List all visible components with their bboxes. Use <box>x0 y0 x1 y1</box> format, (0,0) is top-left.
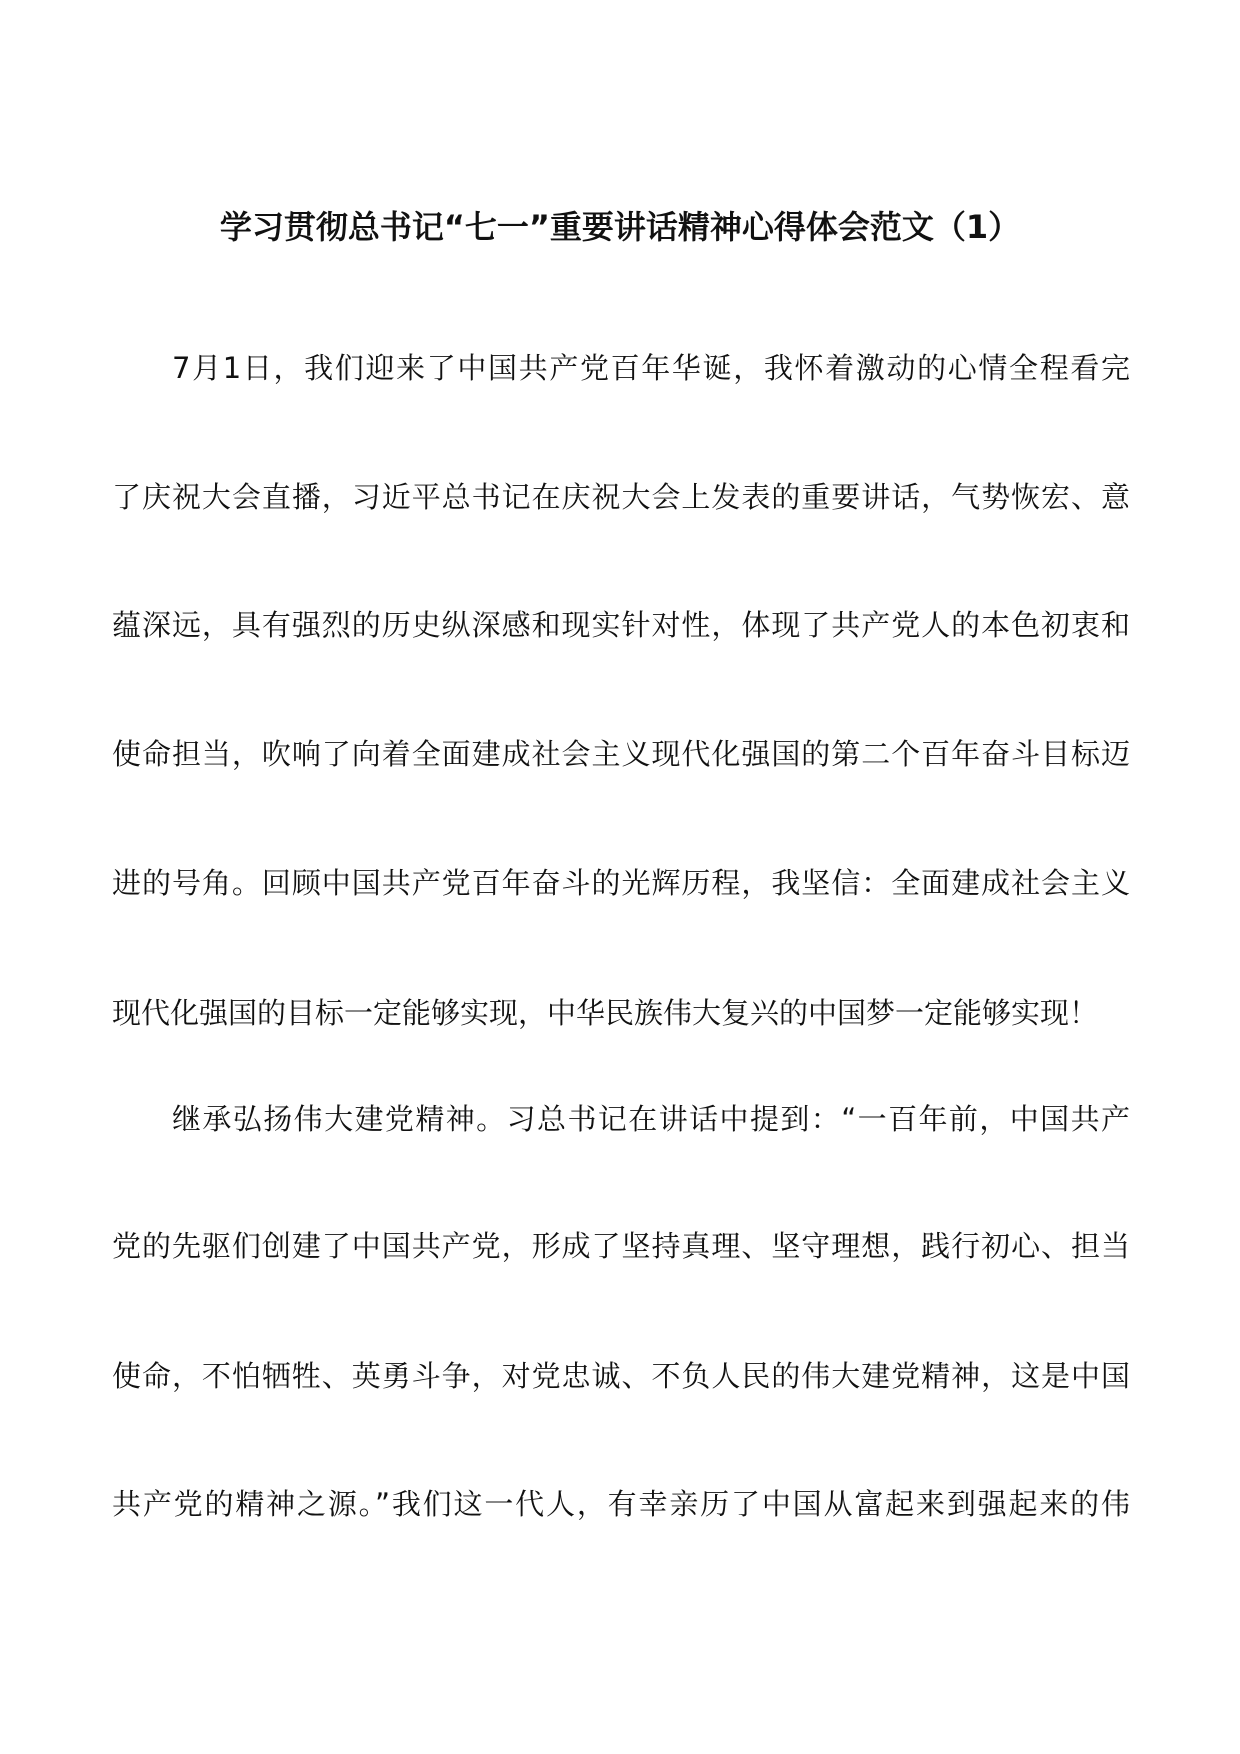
document-title: 学习贯彻总书记“七一”重要讲话精神心得体会范文（1） <box>219 208 1021 246</box>
paragraph-line: 了庆祝大会直播，习近平总书记在庆祝大会上发表的重要讲话，气势恢宏、意 <box>112 480 1130 514</box>
paragraph-line: 进的号角。回顾中国共产党百年奋斗的光辉历程，我坚信：全面建成社会主义 <box>112 866 1130 900</box>
paragraph-line: 7月1日，我们迎来了中国共产党百年华诞，我怀着激动的心情全程看完 <box>172 351 1130 385</box>
paragraph-line: 现代化强国的目标一定能够实现，中华民族伟大复兴的中国梦一定能够实现！ <box>112 996 1099 1030</box>
paragraph-line: 继承弘扬伟大建党精神。习总书记在讲话中提到：“一百年前，中国共产 <box>172 1102 1130 1136</box>
paragraph-line: 党的先驱们创建了中国共产党，形成了坚持真理、坚守理想，践行初心、担当 <box>112 1229 1130 1263</box>
paragraph-line: 共产党的精神之源。”我们这一代人，有幸亲历了中国从富起来到强起来的伟 <box>112 1487 1130 1521</box>
paragraph-line: 使命担当，吹响了向着全面建成社会主义现代化强国的第二个百年奋斗目标迈 <box>112 737 1130 771</box>
paragraph-line: 蕴深远，具有强烈的历史纵深感和现实针对性，体现了共产党人的本色初衷和 <box>112 608 1130 642</box>
paragraph-line: 使命，不怕牺牲、英勇斗争，对党忠诚、不负人民的伟大建党精神，这是中国 <box>112 1359 1130 1393</box>
